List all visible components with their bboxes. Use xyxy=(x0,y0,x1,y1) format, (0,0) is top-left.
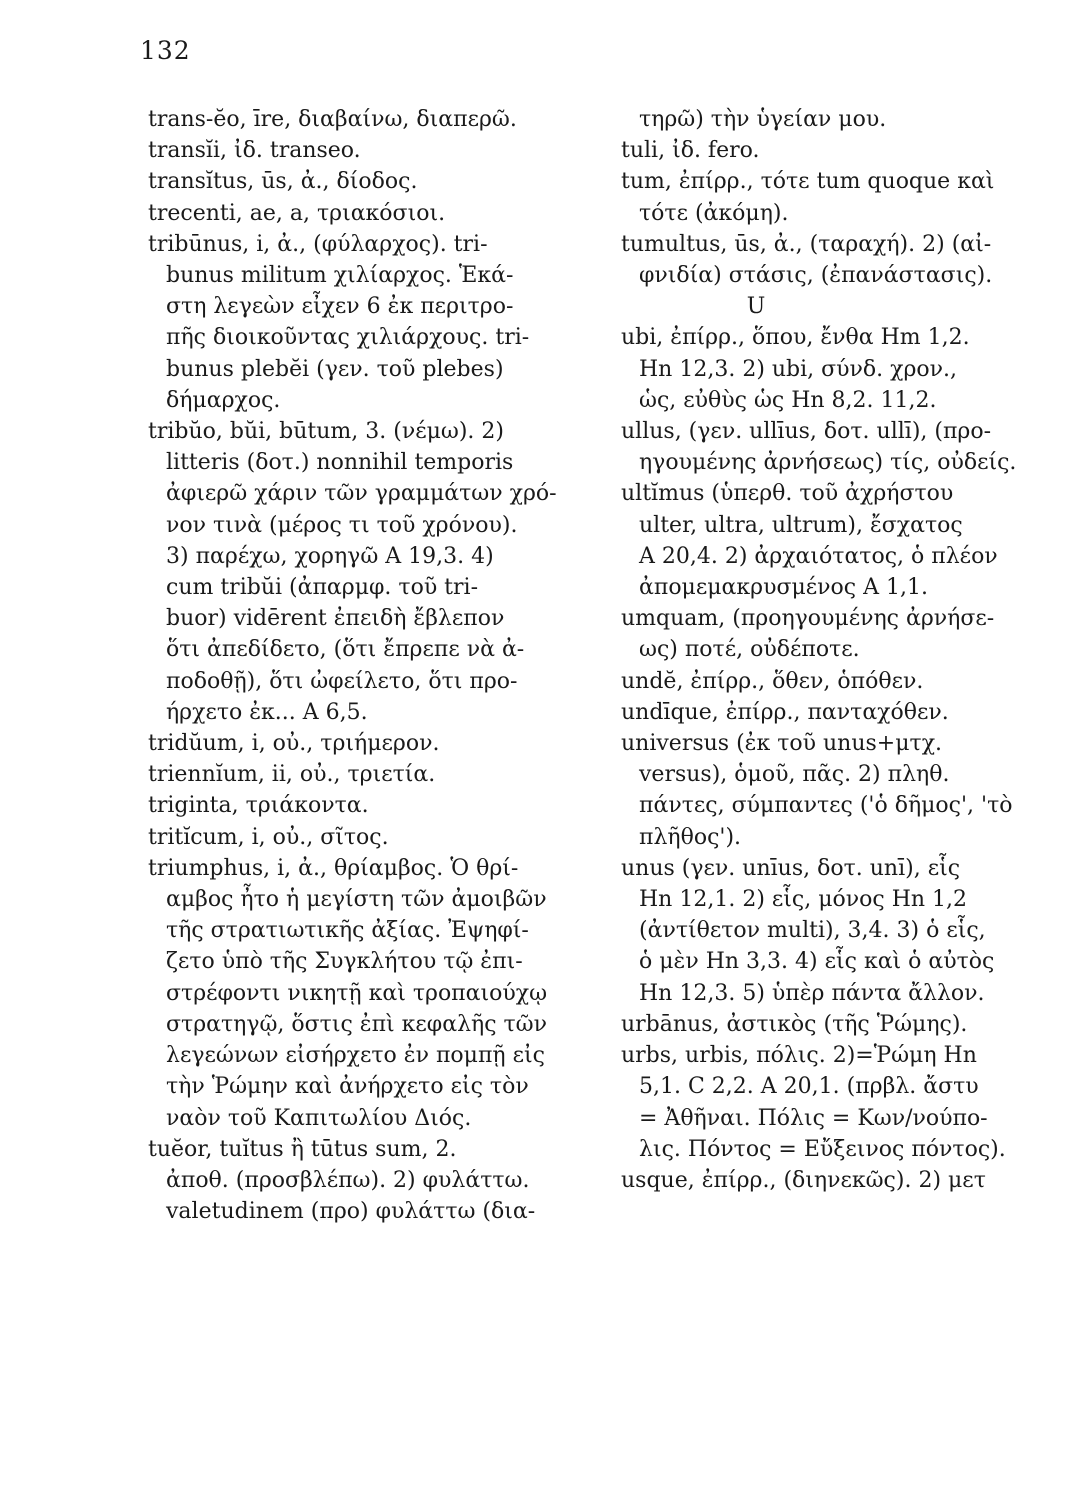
entry-line: ἀποθ. (προσβλέπω). 2) φυλάττω. xyxy=(166,1167,530,1193)
entry-line: λεγεώνων εἰσήρχετο ἐν πομπῇ εἰς xyxy=(166,1043,545,1069)
entry-line: urbānus, ἀστικὸς (τῆς Ῥώμης). xyxy=(621,1011,968,1037)
entry-line: νον τινὰ (μέρος τι τοῦ χρόνου). xyxy=(166,512,518,538)
entry-line: = Ἀθῆναι. Πόλις = Κων/νούπο- xyxy=(639,1105,988,1131)
entry-line: ulter, ultra, ultrum), ἔσχατος xyxy=(639,512,963,538)
entry-line: usque, ἐπίρρ., (διηνεκῶς). 2) μετ xyxy=(621,1167,986,1193)
entry-line: bunus militum χιλίαρχος. Ἑκά- xyxy=(166,263,514,289)
entry-line: φνιδία) στάσις, (ἐπανάστασις). xyxy=(639,263,993,289)
entry-line: umquam, (προηγουμένης ἀρνήσε- xyxy=(621,606,995,632)
entry-line: ως) ποτέ, οὐδέποτε. xyxy=(639,637,860,663)
entry-line: ὡς, εὐθὺς ὡς Hn 8,2. 11,2. xyxy=(639,387,937,413)
entry-line: ήρχετο ἐκ... A 6,5. xyxy=(166,699,368,725)
entry-line: 3) παρέχω, χορηγῶ A 19,3. 4) xyxy=(166,543,494,569)
entry-line: Hn 12,3. 2) ubi, σύνδ. χρον., xyxy=(639,356,958,382)
entry-line: πλῆθος'). xyxy=(639,824,742,850)
entry-line: trans-ĕo, īre, διαβαίνω, διαπερῶ. xyxy=(148,107,517,132)
left-column xyxy=(148,104,588,1227)
entry-line: ἀφιερῶ χάριν τῶν γραμμάτων χρό- xyxy=(166,481,557,507)
entry-line: αμβος ἦτο ἡ μεγίστη τῶν ἀμοιβῶν xyxy=(166,887,547,913)
entry-line: tribŭo, bŭi, būtum, 3. (νέμω). 2) xyxy=(148,419,504,445)
entry-line: undīque, ἐπίρρ., πανταχόθεν. xyxy=(621,699,949,725)
entry-line: ζετο ὑπὸ τῆς Συγκλήτου τῷ ἐπι- xyxy=(166,949,523,975)
entry-line: ποδοθῇ), ὅτι ὠφείλετο, ὅτι προ- xyxy=(166,668,518,694)
entry-line: tridŭum, i, οὐ., τριήμερον. xyxy=(148,731,440,757)
entry-line: στρατηγῷ, ὅστις ἐπὶ κεφαλῆς τῶν xyxy=(166,1011,547,1037)
entry-line: ὅτι ἀπεδίδετο, (ὅτι ἔπρεπε νὰ ἀ- xyxy=(166,637,525,663)
page-number: 132 xyxy=(140,36,191,65)
entry-line: ὁ μὲν Hn 3,3. 4) εἷς καὶ ὁ αὐτὸς xyxy=(639,949,995,975)
entry-line: triennĭum, ii, οὐ., τριετία. xyxy=(148,762,436,788)
entry-line: στρέφοντι νικητῇ καὶ τροπαιούχῳ xyxy=(166,980,548,1006)
entry-line: triginta, τριάκοντα. xyxy=(148,793,369,819)
entry-line: Hn 12,3. 5) ὑπὲρ πάντα ἄλλον. xyxy=(639,980,985,1006)
entry-line: στη λεγεὼν εἶχεν 6 ἐκ περιτρο- xyxy=(166,294,514,320)
entry-line: trecenti, ae, a, τριακόσιοι. xyxy=(148,200,446,226)
entry-line: πῆς διοικοῦντας χιλιάρχους. tri- xyxy=(166,325,530,351)
entry-line: τῆς στρατιωτικῆς ἀξίας. Ἐψηφί- xyxy=(166,918,529,944)
entry-line: δήμαρχος. xyxy=(166,387,281,413)
entry-line: transĭtus, ūs, ἀ., δίοδος. xyxy=(148,169,418,195)
entry-line: versus), ὁμοῦ, πᾶς. 2) πληθ. xyxy=(639,762,950,788)
entry-line: tuli, ἰδ. fero. xyxy=(621,138,760,164)
entry-line: tritĭcum, i, οὐ., σῖτος. xyxy=(148,824,389,850)
right-column xyxy=(621,104,1061,1196)
entry-line: ἀπομεμακρυσμένος A 1,1. xyxy=(639,575,928,601)
entry-line: unus (γεν. unīus, δοτ. unī), εἷς xyxy=(621,855,961,881)
entry-line: tum, ἐπίρρ., τότε tum quoque καὶ xyxy=(621,169,995,195)
entry-line: triumphus, i, ἀ., θρίαμβος. Ὁ θρί- xyxy=(148,855,519,881)
section-letter: U xyxy=(746,294,766,320)
entry-line: litteris (δοτ.) nonnihil temporis xyxy=(166,450,514,476)
entry-line: tumultus, ūs, ἀ., (ταραχή). 2) (αἰ- xyxy=(621,231,992,257)
entry-line: cum tribŭi (ἀπαρμφ. τοῦ tri- xyxy=(166,575,479,601)
entry-line: τὴν Ῥώμην καὶ ἀνήρχετο εἰς τὸν xyxy=(166,1074,529,1100)
entry-line: τότε (ἀκόμη). xyxy=(639,200,789,226)
entry-line: valetudinem (προ) φυλάττω (δια- xyxy=(166,1199,536,1225)
entry-line: tuĕor, tuĭtus ἢ tūtus sum, 2. xyxy=(148,1136,457,1162)
entry-line: universus (ἐκ τοῦ unus+μτχ. xyxy=(621,731,943,757)
entry-line: tribūnus, i, ἀ., (φύλαρχος). tri- xyxy=(148,231,488,257)
entry-line: undĕ, ἐπίρρ., ὅθεν, ὁπόθεν. xyxy=(621,668,924,694)
entry-line: ubi, ἐπίρρ., ὅπου, ἔνθα Hm 1,2. xyxy=(621,325,970,351)
entry-line: ullus, (γεν. ullīus, δοτ. ullī), (προ- xyxy=(621,419,992,445)
entry-line: Hn 12,1. 2) εἷς, μόνος Hn 1,2 xyxy=(639,887,968,913)
entry-line: bunus plebĕi (γεν. τοῦ plebes) xyxy=(166,356,504,382)
entry-line: urbs, urbis, πόλις. 2)=Ῥώμη Hn xyxy=(621,1043,977,1069)
entry-line: ηγουμένης ἀρνήσεως) τίς, οὐδείς. xyxy=(639,450,1017,476)
entry-line: A 20,4. 2) ἀρχαιότατος, ὁ πλέον xyxy=(639,543,998,569)
entry-line: transĭi, ἰδ. transeo. xyxy=(148,138,361,164)
entry-line: πάντες, σύμπαντες ('ὁ δῆμος', 'τὸ xyxy=(639,793,1013,819)
entry-line: buor) vidērent ἐπειδὴ ἔβλεπον xyxy=(166,606,505,632)
entry-line: (ἀντίθετον multi), 3,4. 3) ὁ εἷς, xyxy=(639,918,986,944)
entry-line: ναὸν τοῦ Καπιτωλίου Διός. xyxy=(166,1105,472,1131)
entry-line: ultĭmus (ὑπερθ. τοῦ ἀχρήστου xyxy=(621,481,954,507)
entry-line: 5,1. C 2,2. A 20,1. (πρβλ. ἄστυ xyxy=(639,1074,979,1100)
entry-line: λις. Πόντος = Εὔξεινος πόντος). xyxy=(639,1136,1006,1162)
entry-line: τηρῶ) τὴν ὑγείαν μου. xyxy=(639,107,887,132)
